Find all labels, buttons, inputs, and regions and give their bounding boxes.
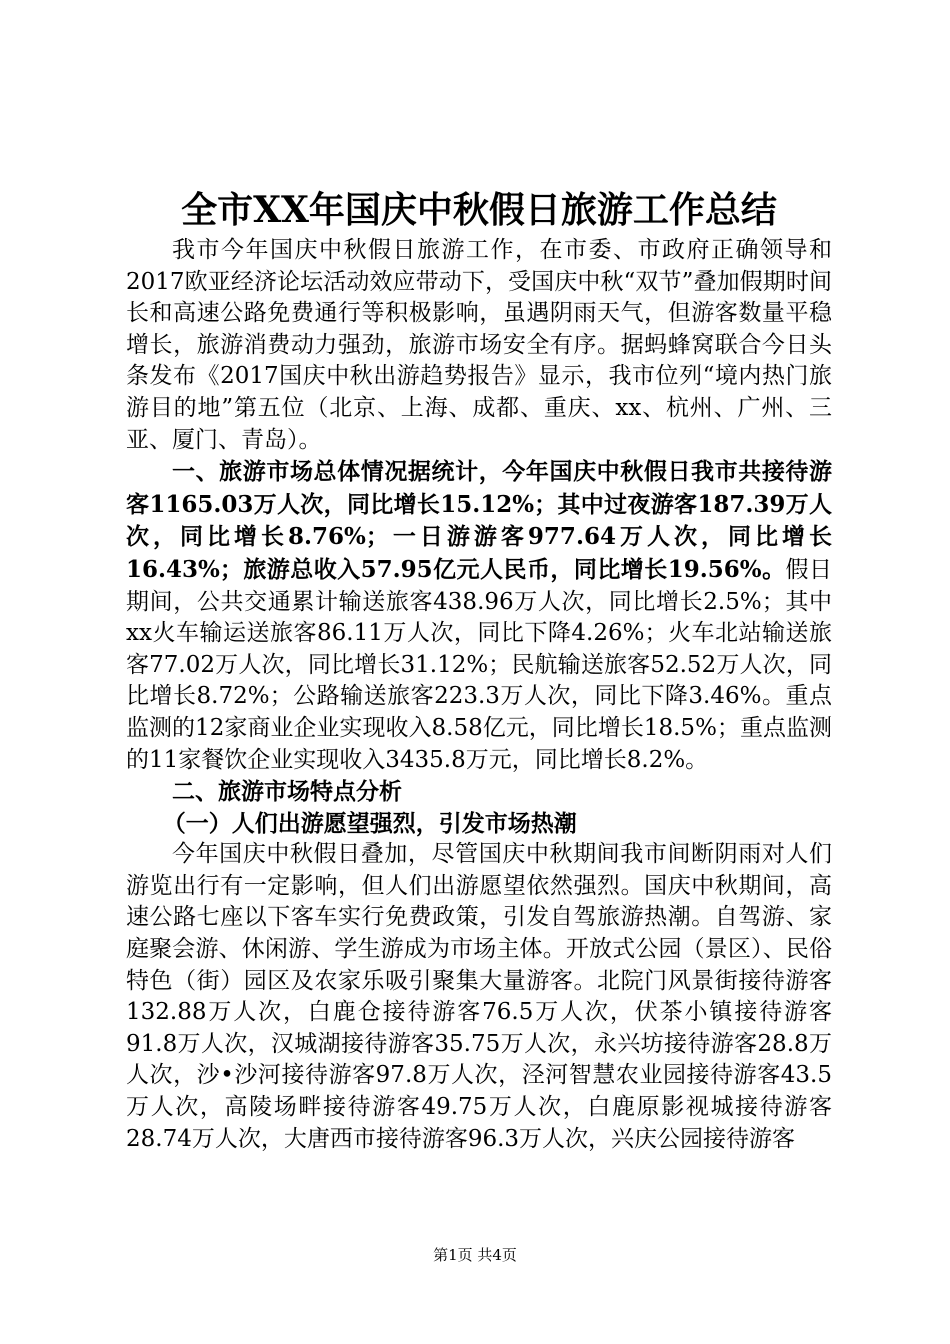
subsection-one-heading: （一）人们出游愿望强烈，引发市场热潮 xyxy=(162,809,577,837)
transport-paragraph: 假日期间，公共交通累计输送旅客438.96万人次，同比增长2.5%；其中xx火车输运送旅客86.11万人次，同比下降4.26%；火车北站输送旅客77.02万人次，同比增长31.12%；民航输送旅客52.52万人次，同比增长8.72%；公路输送旅客223.3万人次，同比下降3.46%。重点监测的12家商业企业实现收入8.58亿元，同比增长18.5%；重点监测的11家餐饮企业实现收入3435.8万元，同比增长8.2%。 xyxy=(126,556,832,773)
page-footer: 第1页 共4页 xyxy=(433,1246,517,1264)
document-title: 全市XX年国庆中秋假日旅游工作总结 xyxy=(181,189,777,231)
section-one-block xyxy=(126,456,832,776)
subsection-one-paragraph: 今年国庆中秋假日叠加，尽管国庆中秋期间我市间断阴雨对人们游览出行有一定影响，但人们出游愿望依然强烈。国庆中秋期间，高速公路七座以下客车实行免费政策，引发自驾旅游热潮。自驾游、家庭聚会游、休闲游、学生游成为市场主体。开放式公园（景区）、民俗特色（街）园区及农家乐吸引聚集大量游客。北院门风景街接待游客132.88万人次，白鹿仓接待游客76.5万人次，伏茶小镇接待游客91.8万人次，汉城湖接待游客35.75万人次，永兴坊接待游客28.8万人次，沙•沙河接待游客97.8万人次，泾河智慧农业园接待游客43.5万人次，高陵场畔接待游客49.75万人次，白鹿原影视城接待游客28.74万人次，大唐西市接待游客96.3万人次，兴庆公园接待游客 xyxy=(126,841,832,1152)
intro-paragraph: 我市今年国庆中秋假日旅游工作，在市委、市政府正确领导和2017欧亚经济论坛活动效应带动下，受国庆中秋“双节”叠加假期时间长和高速公路免费通行等积极影响，虽遇阴雨天气，但游客数量平稳增长，旅游消费动力强劲，旅游市场安全有序。据蚂蜂窝联合今日头条发布《2017国庆中秋出游趋势报告》显示，我市位列“境内热门旅游目的地”第五位（北京、上海、成都、重庆、xx、杭州、广州、三亚、厦门、青岛）。 xyxy=(126,237,832,453)
section-two-heading: 二、旅游市场特点分析 xyxy=(172,778,402,806)
document-page xyxy=(126,185,832,1155)
section-one-paragraph: 一、旅游市场总体情况据统计，今年国庆中秋假日我市共接待游客1165.03万人次，同比增长15.12%；其中过夜游客187.39万人次，同比增长8.76%；一日游游客977.64万人次，同比增长16.43%；旅游总收入57.95亿元人民币，同比增长19.56%。 xyxy=(126,458,832,583)
